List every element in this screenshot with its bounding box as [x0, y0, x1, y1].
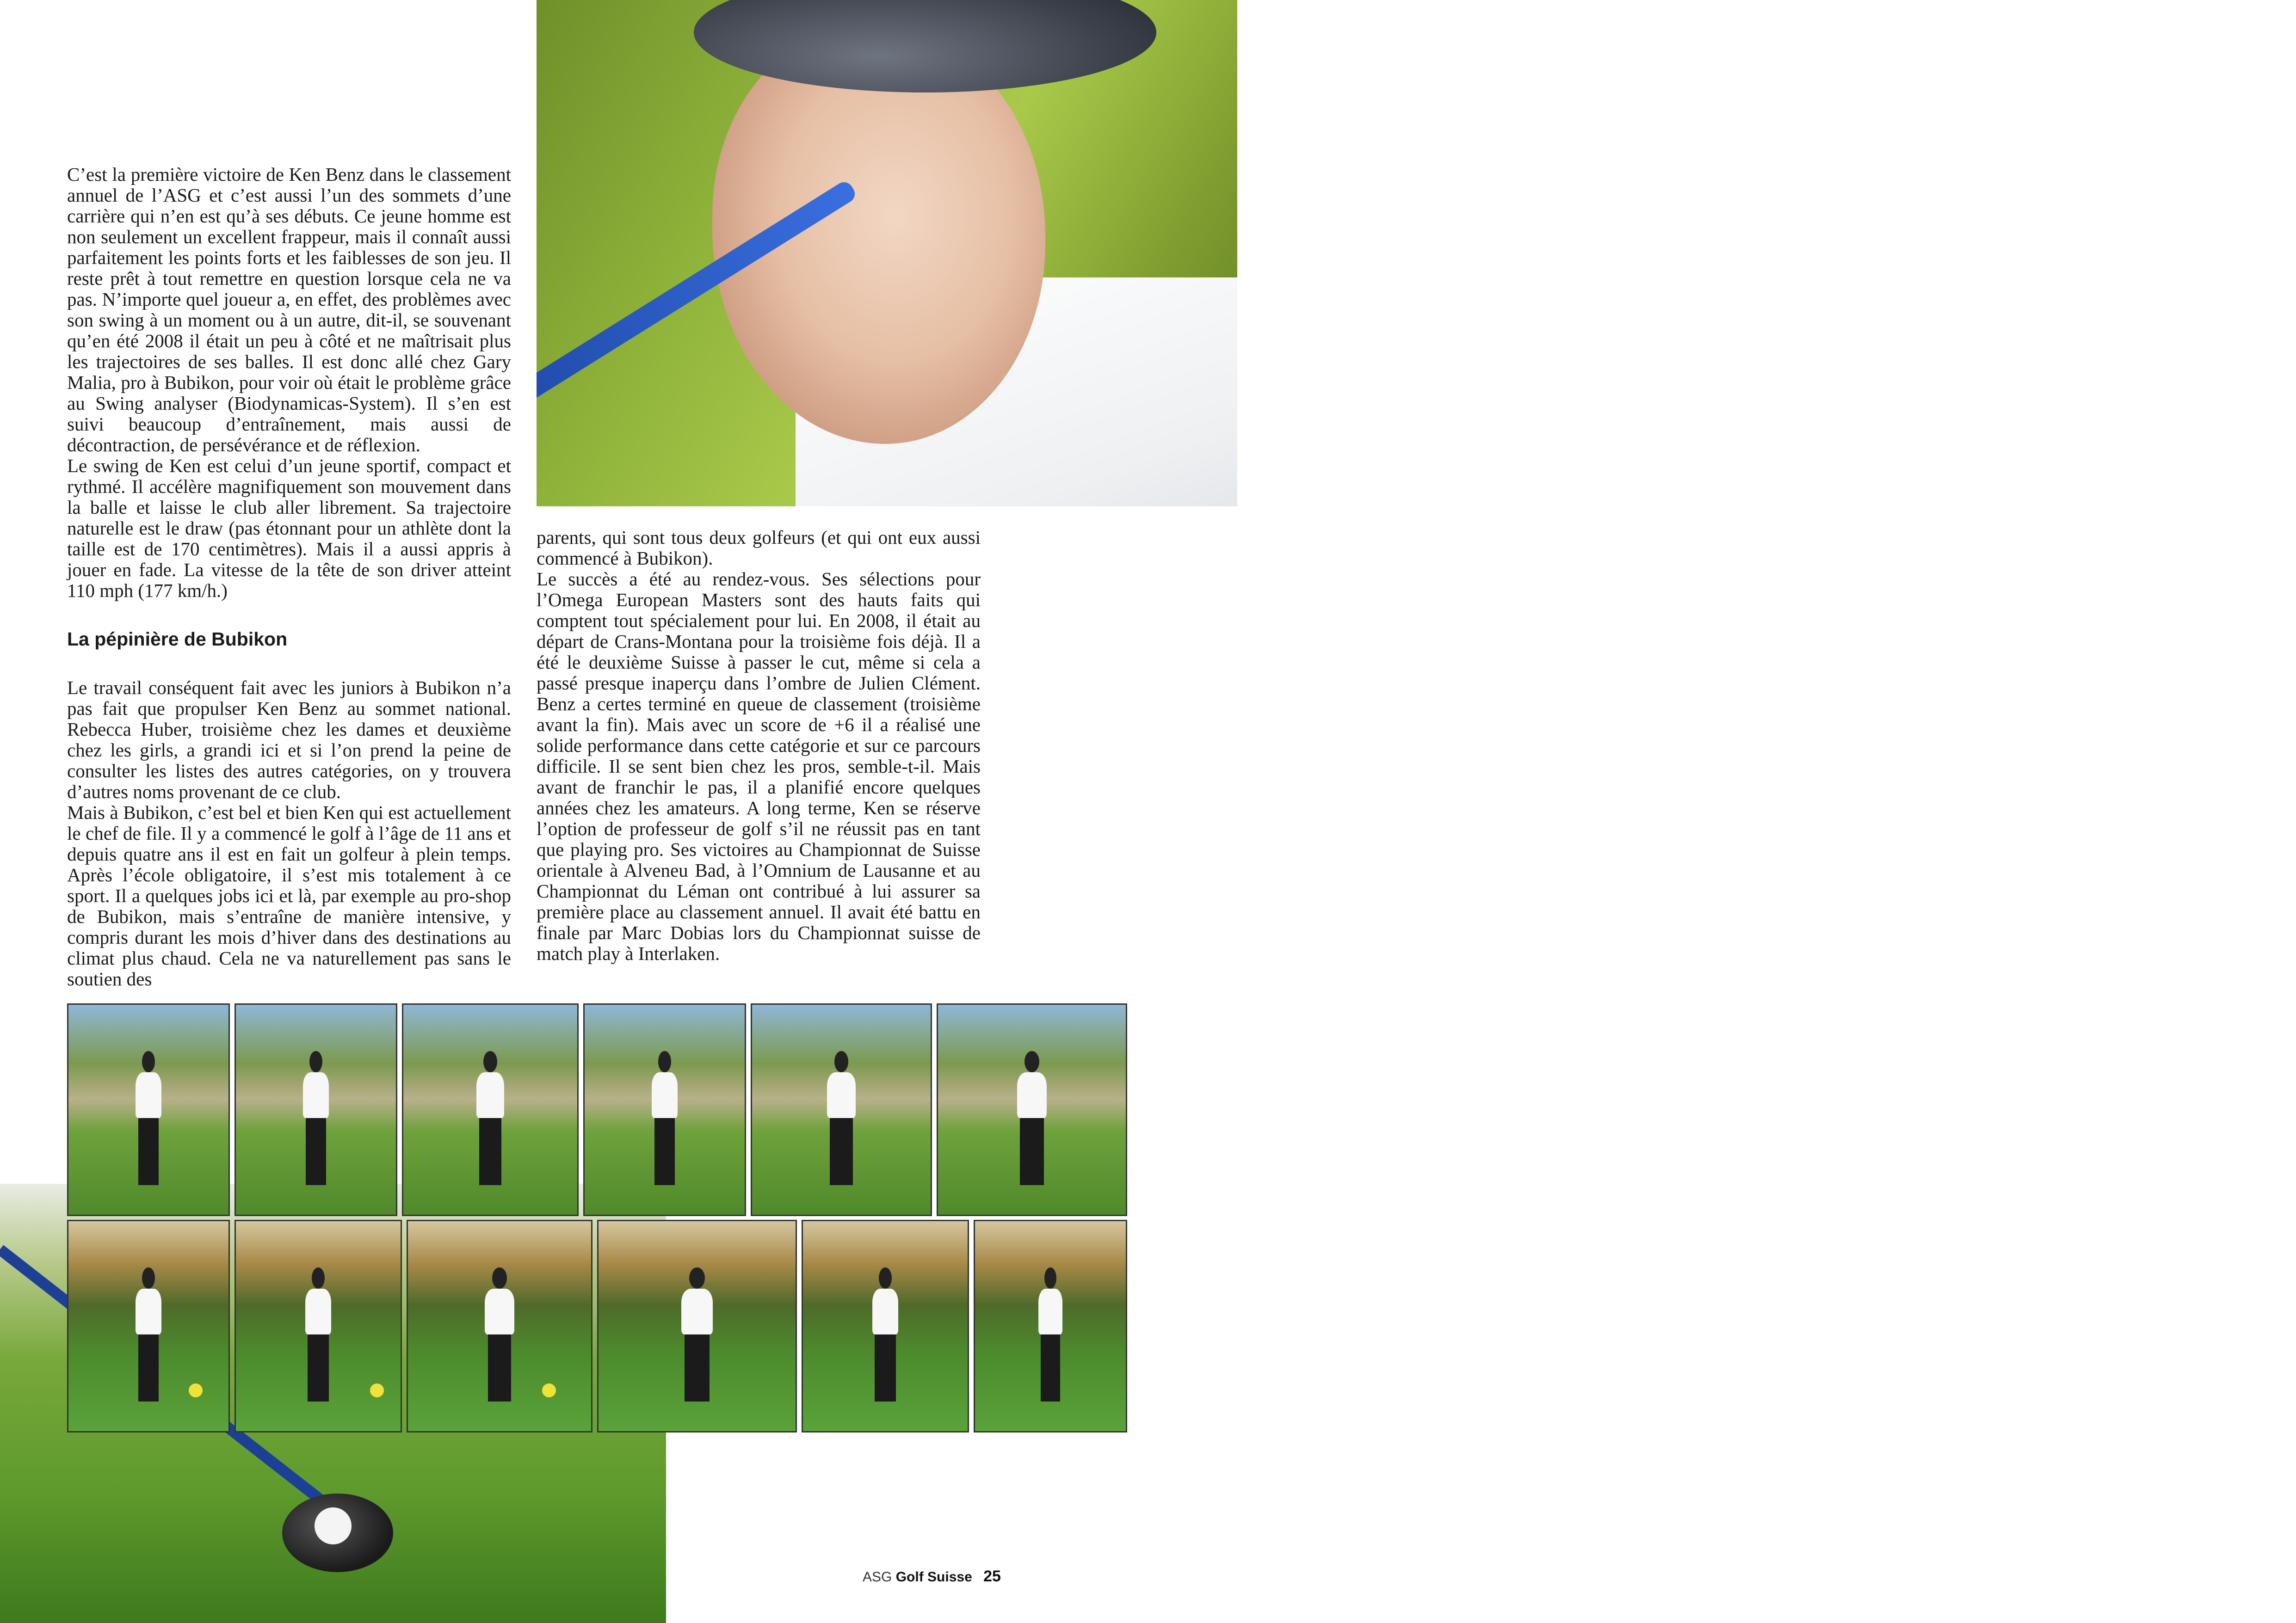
swing-frame	[67, 1220, 230, 1432]
swing-sequence-bottom	[67, 1220, 1127, 1432]
swing-frame	[974, 1220, 1127, 1432]
swing-frame	[235, 1003, 397, 1216]
blank-area	[1249, 0, 2296, 1623]
paragraph: C’est la première victoire de Ken Benz dans le classement annuel de l’ASG et c’est aussi l’un des sommets d’une carrière qui n’en est qu’à ses débuts. Ce jeune homme est non seulement un excellent frappeur, mais il connaît aussi parfaitement les points forts et les faiblesses de son jeu. Il reste prêt à tout remettre en question lorsque cela ne va pas. N’importe quel joueur a, en effet, des problèmes avec son swing à un moment ou à un autre, dit-il, se souvenant qu’en été 2008 il était un peu à côté et ne maîtrisait plus les trajectoires de ses balles. Il est donc allé chez Gary Malia, pro à Bubikon, pour voir où était le problème grâce au Swing analyser (Biodynamicas-System). Il s’en est suivi beaucoup d’entraînement, mais aussi de décontraction, de persévérance et de réflexion.	[67, 164, 511, 455]
page-number: 25	[983, 1568, 1001, 1585]
paragraph: Le succès a été au rendez-vous. Ses sélections pour l’Omega European Masters sont des hauts faits qui comptent tout spécialement pour lui. En 2008, il était au départ de Crans-Montana pour la troisième fois déjà. Il a été le deuxième Suisse à passer le cut, même si cela a passé presque inaperçu dans l’ombre de Julien Clément. Benz a certes terminé en queue de classement (troisième avant la fin). Mais avec un score de +6 il a réalisé une solide performance dans cette catégorie et sur ce parcours difficile. Il se sent bien chez les pros, semble-t-il. Mais avant de franchir le pas, il a planifié encore quelques années chez les amateurs. A long terme, Ken se réserve l’option de professeur de golf s’il ne réussit pas en tant que playing pro. Ses victoires au Championnat de Suisse orientale à Alveneu Bad, à l’Omnium de Lausanne et au Championnat du Léman ont contribué à lui assurer sa première place au classement annuel. Il avait été battu en finale par Marc Dobias lors du Championnat suisse de match play à Interlaken.	[537, 568, 981, 964]
swing-frame	[67, 1003, 230, 1216]
footer-brand: Golf Suisse	[895, 1569, 972, 1585]
swing-frame	[583, 1003, 746, 1216]
paragraph: Le swing de Ken est celui d’un jeune sportif, compact et rythmé. Il accélère magnifiquement son mouvement dans la balle et laisse le club aller librement. Sa trajectoire naturelle est le draw (pas étonnant pour un athlète dont la taille est de 170 centimètres). Mais il a aussi appris à jouer en fade. La vitesse de la tête de son driver atteint 110 mph (177 km/h.)	[67, 455, 511, 601]
section-heading: La pépinière de Bubikon	[67, 628, 288, 650]
paragraph: parents, qui sont tous deux golfeurs (et qui ont eux aussi commencé à Bubikon).	[537, 527, 981, 569]
paragraph: Le travail conséquent fait avec les juniors à Bubikon n’a pas fait que propulser Ken Benz au sommet national. Rebecca Huber, troisième chez les dames et deuxième chez les girls, a grandi ici et si l’on prend la peine de consulter les listes des autres catégories, on y trouvera d’autres noms provenant de ce club.	[67, 677, 511, 802]
paragraph: Mais à Bubikon, c’est bel et bien Ken qui est actuellement le chef de file. Il y a commencé le golf à l’âge de 11 ans et depuis quatre ans il est en fait un golfeur à plein temps. Après l’école obligatoire, il s’est mis totalement à ce sport. Il a quelques jobs ici et là, par exemple au pro-shop de Bubikon, mais s’entraîne de manière intensive, y compris durant les mois d’hiver dans des destinations au climat plus chaud. Cela ne va naturellement pas sans le soutien des	[67, 802, 511, 990]
swing-frame	[402, 1003, 579, 1216]
swing-sequence-top	[67, 1003, 1127, 1216]
article-column-left	[67, 164, 511, 990]
portrait-photo	[537, 0, 1237, 506]
swing-frame	[235, 1220, 402, 1432]
swing-frame	[597, 1220, 797, 1432]
page-footer	[863, 1568, 1001, 1586]
footer-prefix: ASG	[863, 1569, 892, 1585]
article-column-right	[537, 527, 981, 964]
swing-frame	[802, 1220, 969, 1432]
swing-frame	[407, 1220, 593, 1432]
swing-frame	[751, 1003, 932, 1216]
swing-frame	[937, 1003, 1127, 1216]
golf-ball	[315, 1507, 352, 1544]
